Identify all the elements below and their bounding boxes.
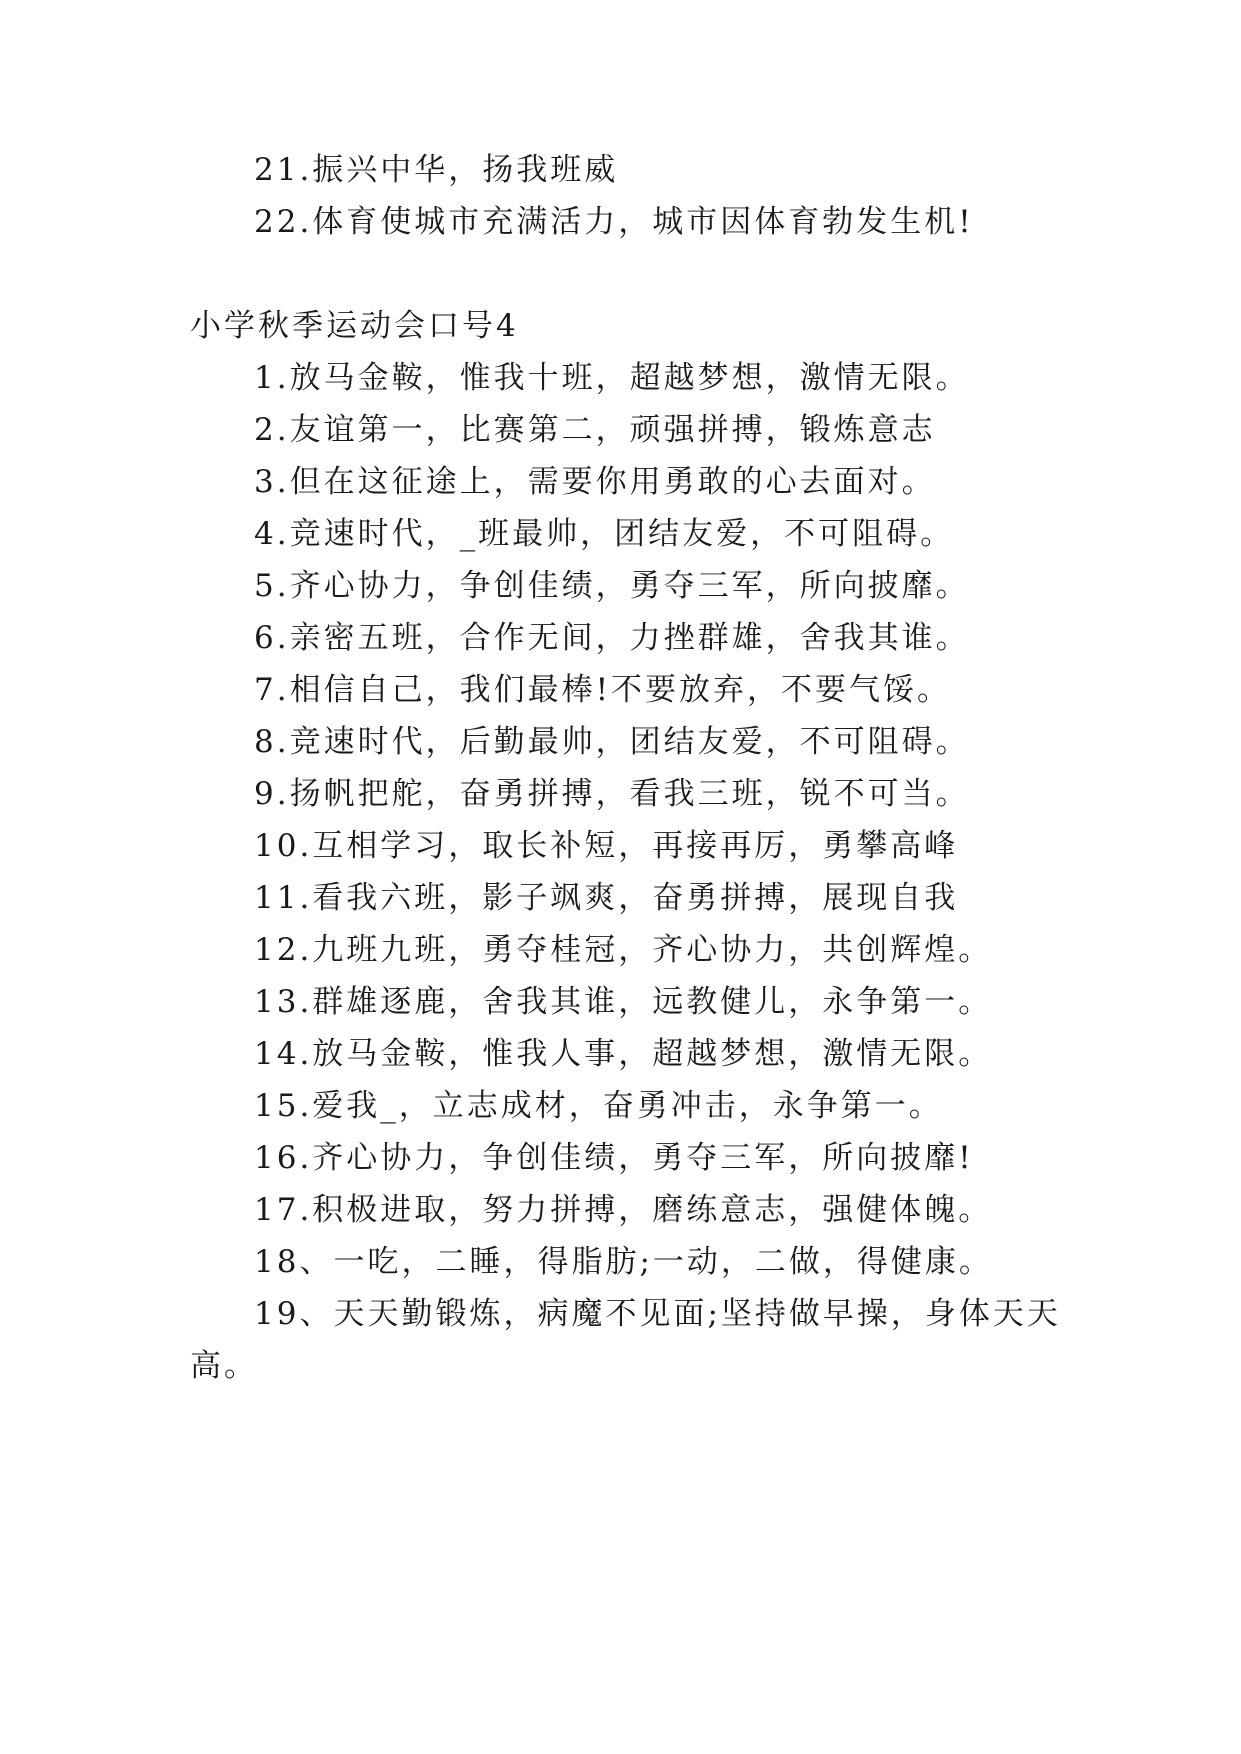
list-item: 8.竞速时代，后勤最帅，团结友爱，不可阻碍。 — [254, 724, 970, 760]
list-item: 16.齐心协力，争创佳绩，勇夺三军，所向披靡! — [254, 1140, 974, 1176]
list-item: 17.积极进取，努力拼搏，磨练意志，强健体魄。 — [254, 1192, 993, 1228]
list-item: 9.扬帆把舵，奋勇拼搏，看我三班，锐不可当。 — [254, 776, 970, 812]
section-title: 小学秋季运动会口号4 — [190, 308, 519, 344]
list-item: 5.齐心协力，争创佳绩，勇夺三军，所向披靡。 — [254, 568, 970, 604]
list-item: 19、天天勤锻炼，病魔不见面;坚持做早操，身体天天 — [254, 1296, 1061, 1332]
list-item: 11.看我六班，影子飒爽，奋勇拼搏，展现自我 — [254, 880, 959, 916]
list-item: 1.放马金鞍，惟我十班，超越梦想，激情无限。 — [254, 360, 970, 396]
list-item: 12.九班九班，勇夺桂冠，齐心协力，共创辉煌。 — [254, 932, 993, 968]
list-item-continuation: 高。 — [190, 1348, 258, 1384]
list-item: 6.亲密五班，合作无间，力挫群雄，舍我其谁。 — [254, 620, 970, 656]
list-item: 4.竞速时代，_班最帅，团结友爱，不可阻碍。 — [254, 516, 955, 552]
list-item: 7.相信自己，我们最棒!不要放弃，不要气馁。 — [254, 672, 952, 708]
list-item: 22.体育使城市充满活力，城市因体育勃发生机! — [254, 204, 974, 240]
list-item: 18、一吃，二睡，得脂肪;一动，二做，得健康。 — [254, 1244, 993, 1280]
list-item: 3.但在这征途上，需要你用勇敢的心去面对。 — [254, 464, 936, 500]
list-item: 14.放马金鞍，惟我人事，超越梦想，激情无限。 — [254, 1036, 993, 1072]
list-item: 10.互相学习，取长补短，再接再厉，勇攀高峰 — [254, 828, 959, 864]
list-item: 2.友谊第一，比赛第二，顽强拼搏，锻炼意志 — [254, 412, 936, 448]
list-item: 21.振兴中华，扬我班威 — [254, 152, 619, 188]
list-item: 15.爱我_，立志成材，奋勇冲击，永争第一。 — [254, 1088, 943, 1124]
list-item: 13.群雄逐鹿，舍我其谁，远教健儿，永争第一。 — [254, 984, 993, 1020]
